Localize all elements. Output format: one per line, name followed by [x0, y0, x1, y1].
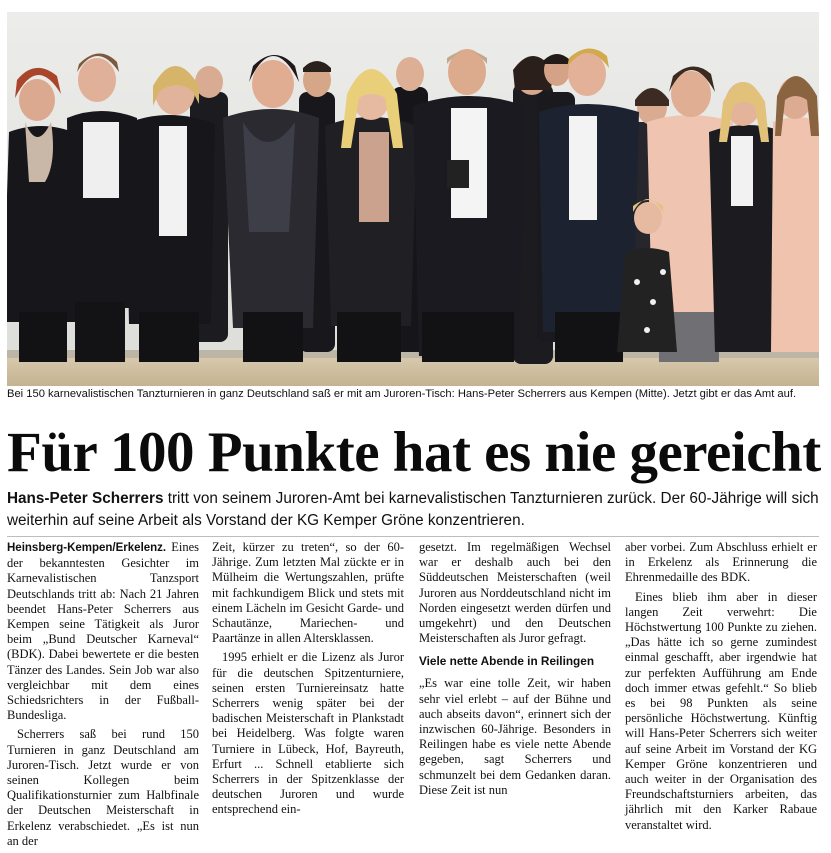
paragraph: [7, 540, 199, 723]
dateline: Heinsberg-Kempen/Erkelenz.: [7, 542, 167, 554]
subheading: Viele nette Abende in Reilingen: [419, 654, 595, 669]
photo-caption: Bei 150 karnevalistischen Tanzturnieren in ganz Deutschland saß er mit am Juroren-Tisch: Hans-Peter Scherrers aus Kempen (Mitte). Jetzt gibt er das Amt auf.: [7, 388, 797, 400]
paragraph-text: Eines der bekanntesten Gesichter im Karnevalistischen Tanzsport Deutschlands tritt ab: Nach 21 Jahren beendet Hans-Peter Scherrers aus Kempen seine Tätigkeit als Juror beim „Bund Deutscher Karneval“ (BDK). Dabei bewertete er die besten Tänzer des Landes. Sein Job war also vergleichbar mit dem eines Schiedsrichters in der Fußball-Bundesliga.: [7, 540, 199, 723]
lead-text: tritt von seinem Juroren-Amt bei karnevalistischen Tanzturnieren zurück. Der 60-Jährige will sich weiterhin auf seine Arbeit als Vorstand der KG Kemper Gröne konzentrieren.: [7, 490, 819, 529]
paragraph: Eines blieb ihm aber in dieser langen Zeit verwehrt: Die Höchstwertung 100 Punkte zu ziehen. „Das hätte ich so gerne zumindest einmal geschafft, aber irgendwie hat zur perfekten Aufführung am Ende doch immer etwas gefehlt.“ So blieb es bei 98 Punkten als seine persönliche Höchstwertung. Künftig will Hans-Peter Scherrers sich weiter auf seine Arbeit im Vorstand der KG Kemper Gröne konzentrieren und auch weiter in der Organisation des Freundschaftsturniers arbeiten, das jährlich mit den Karker Rabaue veranstaltet wird.: [625, 589, 817, 832]
divider: [7, 536, 819, 537]
lead-paragraph: [7, 488, 822, 532]
paragraph: aber vorbei. Zum Abschluss erhielt er in Erkelenz als Erinnerung die Ehrenmedaille des BDK.: [625, 540, 817, 585]
article-column-1: [7, 540, 199, 853]
paragraph: Scherrers saß bei rund 150 Turnieren in ganz Deutschland am Juroren-Tisch. Jetzt wurde er von seinen Kollegen beim Qualifikationsturnier zum Halbfinale der Deutschen Meisterschaft in Erkelenz verabschiedet. „Es ist nun an der: [7, 727, 199, 848]
headline: Für 100 Punkte hat es nie gereicht: [7, 421, 821, 484]
article-column-4: [625, 540, 817, 837]
article-column-3: [419, 540, 611, 802]
lead-name: Hans-Peter Scherrers: [7, 490, 164, 507]
paragraph: gesetzt. Im regelmäßigen Wechsel war er deshalb auch bei den Süddeutschen Meisterschaften (weil Juroren aus Norddeutschland nicht im Norden eingesetzt werden dürfen und umgekehrt) und den Deutschen Meisterschaften als Juror gefragt.: [419, 540, 611, 646]
paragraph: Zeit, kürzer zu treten“, so der 60-Jährige. Zum letzten Mal zückte er in Mülheim die Wertungszahlen, prüfte mit fachkundigem Blick und stets mit einem Lächeln im Gesicht Garde- und Schautänze, Mariechen- und Paartänze in allen Altersklassen.: [212, 540, 404, 646]
article-column-2: [212, 540, 404, 822]
paragraph: „Es war eine tolle Zeit, wir haben sehr viel erlebt – auf der Bühne und auch abseits davon“, erinnert sich der inzwischen 60-Jährige. Besonders in Reilingen habe es viele nette Abende gegeben, sagt Scherrers und schmunzelt bei dem Gedanken daran. Diese Zeit ist nun: [419, 676, 611, 797]
group-photo: [7, 12, 819, 386]
paragraph: 1995 erhielt er die Lizenz als Juror für die deutschen Spitzenturniere, seinen ersten Turniereinsatz hatte Scherrers wenig später bei der badischen Meisterschaft in Plankstadt bei Heidelberg. Was folgte waren Turniere in Lübeck, Hof, Bayreuth, Erfurt ... Schnell etablierte sich Scherrers in der Spitzenklasse der deutschen Juroren und wurde entsprechend ein-: [212, 650, 404, 817]
person: [771, 76, 819, 352]
